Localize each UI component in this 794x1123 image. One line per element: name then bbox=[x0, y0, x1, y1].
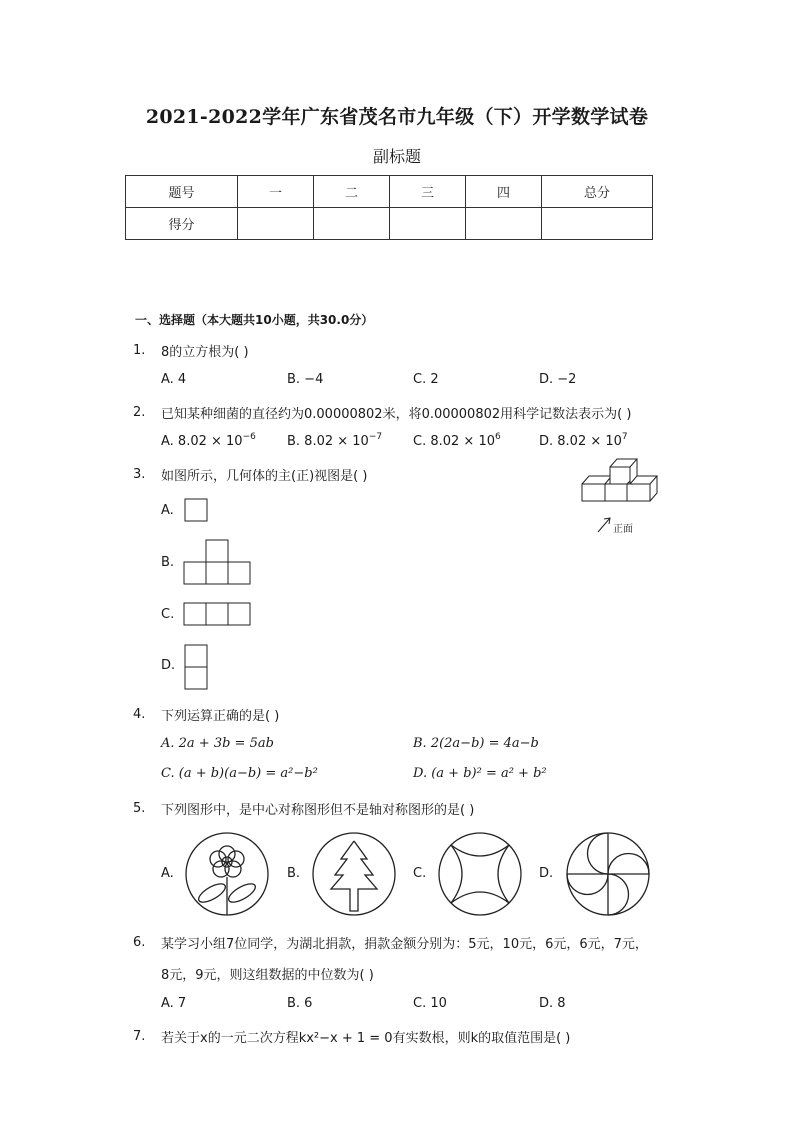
score-cell bbox=[466, 208, 542, 240]
option-base: C. 8.02 × 10 bbox=[413, 434, 495, 449]
question-number: 1. bbox=[133, 343, 146, 358]
score-cell bbox=[314, 208, 390, 240]
question-number: 5. bbox=[133, 801, 146, 816]
score-cell bbox=[238, 208, 314, 240]
option-exponent: −6 bbox=[242, 432, 256, 442]
front-view-label: 正面 bbox=[613, 524, 633, 535]
option-c-figure bbox=[182, 601, 254, 627]
option-exponent: −7 bbox=[368, 432, 383, 442]
option-b: B. 6 bbox=[287, 996, 313, 1011]
question-text: 下列图形中，是中心对称图形但不是轴对称图形的是( ) bbox=[161, 803, 475, 818]
option-d: D. −2 bbox=[539, 372, 577, 387]
flower-figure bbox=[184, 831, 270, 917]
score-table-score-row bbox=[126, 208, 653, 240]
question-number: 7. bbox=[133, 1029, 146, 1044]
option-b: B. −4 bbox=[287, 372, 324, 387]
option-b-figure bbox=[182, 538, 254, 586]
question-number: 2. bbox=[133, 405, 146, 420]
option-a: A. 2a + 3b = 5ab bbox=[161, 736, 274, 751]
option-c bbox=[413, 434, 501, 449]
option-b bbox=[287, 434, 382, 449]
score-cell bbox=[542, 208, 653, 240]
question-text: 已知某种细菌的直径约为0.00000802米，将0.00000802用科学记数法表示为( ) bbox=[161, 407, 632, 422]
option-exponent: 6 bbox=[495, 432, 501, 442]
exam-subtitle: 副标题 bbox=[372, 147, 421, 166]
question-text: 若关于x的一元二次方程kx²−x + 1 = 0有实数根，则k的取值范围是( ) bbox=[161, 1031, 571, 1046]
arcs-figure bbox=[437, 831, 523, 917]
section-heading: 一、选择题（本大题共10小题，共30.0分） bbox=[135, 313, 374, 327]
tree-figure bbox=[311, 831, 397, 917]
option-c: C. 2 bbox=[413, 372, 439, 387]
option-d-label: D. bbox=[161, 658, 176, 673]
option-b: B. 2(2a−b) = 4a−b bbox=[413, 736, 539, 751]
option-c: C. (a + b)(a−b) = a²−b² bbox=[161, 766, 318, 781]
header-cell: 四 bbox=[466, 176, 542, 208]
pinwheel-figure bbox=[565, 831, 651, 917]
option-a-label: A. bbox=[161, 866, 174, 881]
question-number: 4. bbox=[133, 707, 146, 722]
option-a-figure bbox=[183, 497, 211, 523]
question-number: 3. bbox=[133, 467, 146, 482]
question-text: 下列运算正确的是( ) bbox=[161, 709, 280, 724]
header-cell: 三 bbox=[390, 176, 466, 208]
option-a: A. 4 bbox=[161, 372, 187, 387]
question-number: 6. bbox=[133, 935, 146, 950]
option-base: D. 8.02 × 10 bbox=[539, 434, 622, 449]
question-text-line2: 8元，9元，则这组数据的中位数为( ) bbox=[161, 968, 374, 983]
question-text: 8的立方根为( ) bbox=[161, 345, 249, 360]
option-d: D. (a + b)² = a² + b² bbox=[413, 766, 547, 781]
header-cell: 题号 bbox=[126, 176, 238, 208]
score-cell bbox=[390, 208, 466, 240]
option-b-label: B. bbox=[161, 555, 175, 570]
header-cell: 一 bbox=[238, 176, 314, 208]
score-table bbox=[125, 175, 653, 240]
option-c-label: C. bbox=[161, 607, 175, 622]
option-a-label: A. bbox=[161, 503, 174, 518]
question-text: 某学习小组7位同学，为湖北捐款，捐款金额分别为：5元，10元，6元，6元，7元， bbox=[161, 937, 648, 952]
score-table-header-row bbox=[126, 176, 653, 208]
option-exponent: 7 bbox=[621, 432, 628, 442]
option-d-figure bbox=[183, 643, 211, 691]
option-b-label: B. bbox=[287, 866, 301, 881]
option-c-label: C. bbox=[413, 866, 427, 881]
option-a: A. 7 bbox=[161, 996, 187, 1011]
option-d-label: D. bbox=[539, 866, 554, 881]
question-text: 如图所示，几何体的主(正)视图是( ) bbox=[161, 469, 368, 484]
option-d bbox=[539, 434, 628, 449]
header-cell: 二 bbox=[314, 176, 390, 208]
option-a bbox=[161, 434, 256, 449]
option-base: B. 8.02 × 10 bbox=[287, 434, 369, 449]
option-d: D. 8 bbox=[539, 996, 566, 1011]
option-c: C. 10 bbox=[413, 996, 447, 1011]
option-base: A. 8.02 × 10 bbox=[161, 434, 243, 449]
row-label-cell: 得分 bbox=[126, 208, 238, 240]
exam-title: 2021-2022学年广东省茂名市九年级（下）开学数学试卷 bbox=[145, 106, 649, 128]
header-cell: 总分 bbox=[542, 176, 653, 208]
